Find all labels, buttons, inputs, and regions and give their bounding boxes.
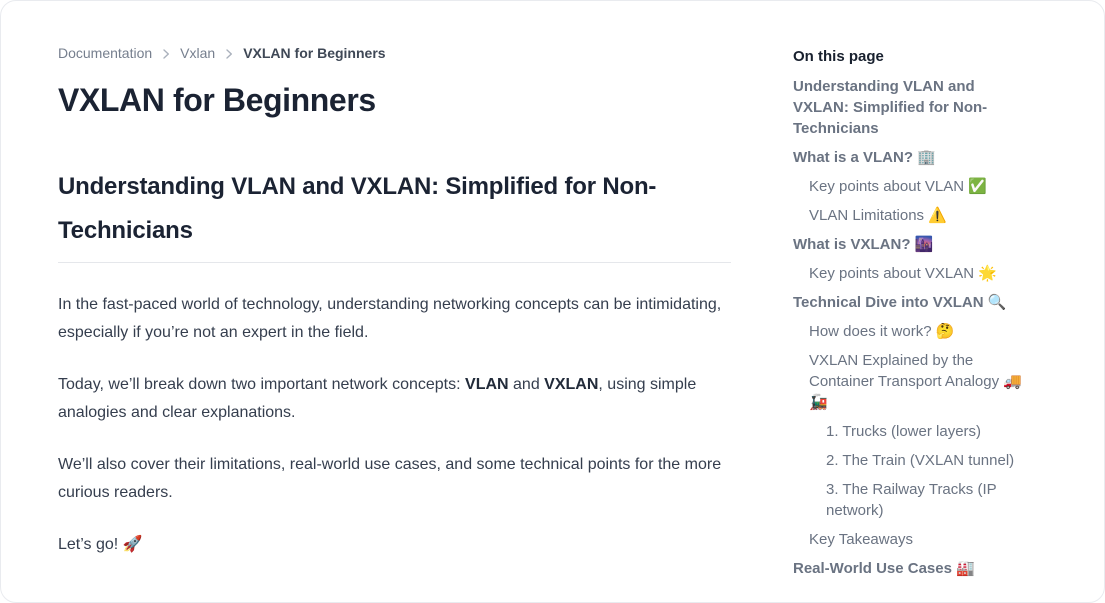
- article-column: [1, 1, 731, 559]
- page-title: VXLAN for Beginners: [58, 82, 376, 118]
- paragraph: [58, 371, 731, 427]
- breadcrumb: [58, 45, 731, 62]
- paragraph-text: and: [508, 376, 545, 393]
- toc-item[interactable]: VLAN Limitations ⚠️: [809, 207, 947, 224]
- toc-item[interactable]: 2. The Train (VXLAN tunnel): [826, 452, 1015, 469]
- toc-item[interactable]: What is VXLAN? 🌆: [793, 236, 934, 253]
- breadcrumb-item-documentation[interactable]: Documentation: [58, 45, 153, 61]
- paragraph: Let’s go! 🚀: [58, 536, 143, 553]
- toc-title: On this page: [793, 48, 884, 65]
- paragraph: We’ll also cover their limitations, real-world use cases, and some technical points for the more curious readers.: [58, 456, 722, 501]
- paragraph: In the fast-paced world of technology, understanding networking concepts can be intimidating, especially if you’re not an expert in the field.: [58, 296, 722, 341]
- toc-item[interactable]: How does it work? 🤔: [809, 323, 955, 340]
- toc-item[interactable]: Key Takeaways: [809, 531, 913, 548]
- chevron-right-icon: [224, 48, 234, 60]
- section-heading-text: Understanding VLAN and VXLAN: Simplified for Non-Technicians: [58, 173, 657, 244]
- toc-item[interactable]: Understanding VLAN and VXLAN: Simplified for Non-Technicians: [793, 78, 988, 137]
- toc-item[interactable]: Technical Dive into VXLAN 🔍: [793, 294, 1007, 311]
- paragraph-text: , using simple analogies and clear explanations.: [58, 376, 697, 421]
- toc-item[interactable]: Real-World Use Cases 🏭: [793, 560, 975, 577]
- toc-item[interactable]: What is a VLAN? 🏢: [793, 149, 936, 166]
- toc-list: [793, 76, 1023, 579]
- breadcrumb-item-current: VXLAN for Beginners: [243, 45, 386, 61]
- toc-item[interactable]: Key points about VLAN ✅: [809, 178, 987, 195]
- toc-item[interactable]: 1. Trucks (lower layers): [826, 423, 982, 440]
- on-this-page-sidebar: [793, 1, 1023, 579]
- bold-term-vlan: VLAN: [465, 376, 509, 393]
- section-heading: [58, 165, 731, 263]
- bold-term-vxlan: VXLAN: [544, 376, 599, 393]
- chevron-right-icon: [161, 48, 171, 60]
- breadcrumb-item-vxlan[interactable]: Vxlan: [180, 45, 216, 61]
- toc-item[interactable]: Key points about VXLAN 🌟: [809, 265, 997, 282]
- toc-item[interactable]: VXLAN Explained by the Container Transport Analogy 🚚 🚂: [809, 352, 1022, 411]
- paragraph-text: Today, we’ll break down two important network concepts:: [58, 376, 466, 393]
- toc-item[interactable]: 3. The Railway Tracks (IP network): [826, 481, 997, 519]
